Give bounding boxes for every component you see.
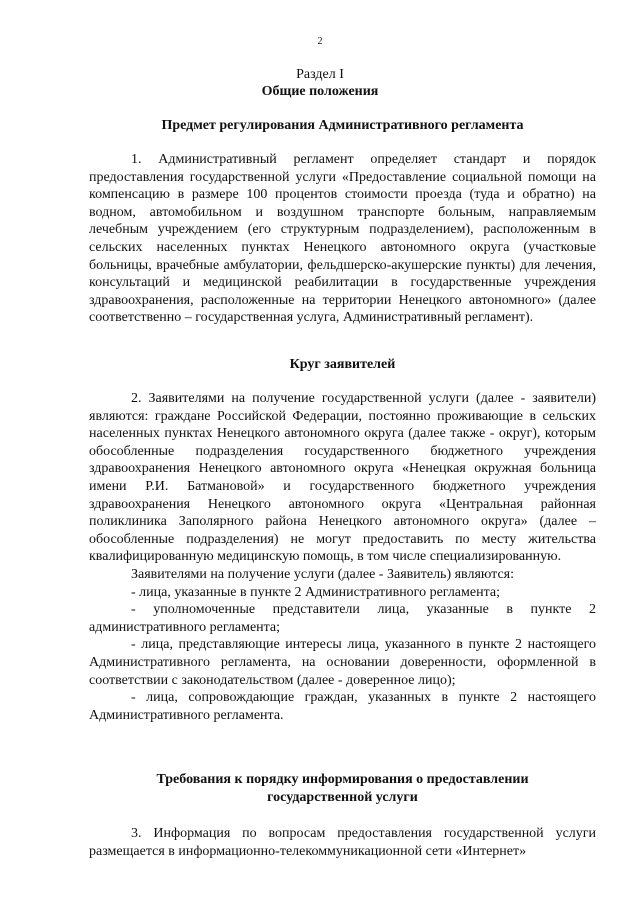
list-item-2: - уполномоченные представители лица, указанные в пункте 2 административного регламента; — [89, 602, 596, 635]
section-label: Раздел I — [296, 67, 344, 82]
list-item-3: - лица, представляющие интересы лица, указанного в пункте 2 настоящего Административного регламента, на основании доверенности, оформленной в соответствии с законодательством (далее - доверенное лицо); — [89, 637, 596, 688]
section-title: Общие положения — [261, 84, 379, 99]
paragraph-1: 1. Административный регламент определяет стандарт и порядок предоставления государственной услуги «Предоставление социальной помощи на компенсацию в размере 100 процентов стоимости проезда (туда и обратно) на водном, автомобильном и воздушном транспорте больным, направляемым лечебным учреждением (его структурным подразделением), расположенным в сельских населенных пунктах Ненецкого автономного округа (участковые больницы, врачебные амбулатории, фельдшерско-акушерские пункты) для лечения, консультаций и медицинской реабилитации в государственные учреждения здравоохранения, расположенные на территории Ненецкого автономного» (далее соответственно – государственная услуга, Административный регламент). — [89, 152, 596, 326]
heading-info-line2: государственной услуги — [267, 789, 418, 805]
page-number: 2 — [317, 36, 323, 47]
list-item-1: - лица, указанные в пункте 2 Административного регламента; — [131, 584, 500, 600]
heading-info-block — [89, 771, 596, 806]
section-header — [0, 66, 640, 100]
paragraph-3-block — [89, 825, 596, 860]
paragraph-applicants-intro: Заявителями на получение услуги (далее - Заявитель) являются: — [131, 566, 514, 582]
heading-applicants-block — [89, 356, 596, 374]
heading-subject: Предмет регулирования Административного регламента — [161, 118, 524, 133]
heading-subject-block — [89, 117, 596, 135]
heading-info-line1: Требования к порядку информирования о предоставлении — [156, 772, 529, 787]
paragraph-2-block — [89, 390, 596, 724]
heading-applicants: Круг заявителей — [289, 357, 396, 372]
paragraph-2: 2. Заявителями на получение государственной услуги (далее - заявители) являются: граждане Российской Федерации, постоянно проживающие в сельских населенных пунктах Ненецкого автономного округа (далее также - округ), которым обособленные подразделения государственного бюджетного учреждения здравоохранения Ненецкого автономного округа «Ненецкая окружная больница имени Р.И. Батмановой» и государственного бюджетного учреждения здравоохранения Ненецкого автономного округа «Центральная районная поликлиника Заполярного района Ненецкого автономного округа» (далее – обособленные подразделения) не могут предоставить по месту жительства квалифицированную медицинскую помощь, в том числе специализированную. — [89, 391, 596, 565]
paragraph-1-block — [89, 151, 596, 327]
list-item-4: - лица, сопровождающие граждан, указанных в пункте 2 настоящего Административного регламента. — [89, 690, 596, 723]
paragraph-3: 3. Информация по вопросам предоставления государственной услуги размещается в информационно-телекоммуникационной сети «Интернет» — [89, 826, 596, 859]
